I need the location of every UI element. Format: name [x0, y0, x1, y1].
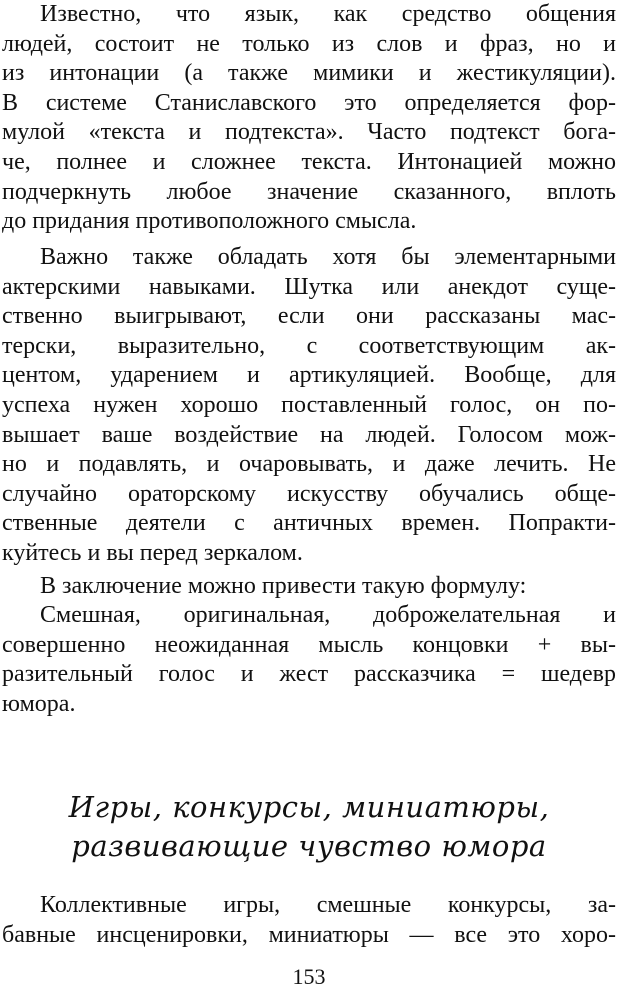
page-number: 153	[292, 964, 326, 989]
heading-line: Игры, конкурсы, миниатюры,	[68, 790, 550, 824]
paragraph-4	[2, 601, 616, 719]
text-line: вышает ваше воздействие на людей. Голосом мож-	[2, 421, 616, 448]
text-line: Смешная, оригинальная, доброжелательная и	[40, 602, 616, 628]
text-line: случайно ораторскому искусству обучались обще-	[2, 480, 616, 507]
text-line: разительный голос и жест рассказчика = шедевр	[2, 661, 616, 688]
book-page	[2, 0, 616, 993]
text-line: мулой «текста и подтекста». Часто подтекст бога-	[2, 119, 616, 146]
text-line: до придания противоположного смысла.	[2, 208, 417, 235]
paragraph-2	[2, 243, 616, 569]
text-line: успеха нужен хорошо поставленный голос, он по-	[2, 391, 616, 418]
text-line: но и подавлять, и очаровывать, и даже лечить. Не	[2, 451, 616, 478]
text-line: В системе Станиславского это определяется фор-	[2, 89, 616, 116]
text-line: людей, состоит не только из слов и фраз, но и	[2, 30, 616, 57]
text-line: актерскими навыками. Шутка или анекдот суще-	[2, 273, 616, 300]
paragraph-1	[2, 0, 616, 237]
text-line: Важно также обладать хотя бы элементарными	[40, 244, 616, 270]
paragraph-5	[2, 891, 616, 950]
text-line: совершенно неожиданная мысль концовки + вы-	[2, 631, 616, 658]
text-line: куйтесь и вы перед зеркалом.	[2, 539, 303, 566]
text-line: бавные инсценировки, миниатюры — все это хоро-	[2, 921, 616, 948]
paragraph-3	[2, 572, 616, 602]
heading-line: развивающие чувство юмора	[71, 829, 547, 863]
text-line: Коллективные игры, смешные конкурсы, за-	[40, 892, 616, 918]
text-line: В заключение можно привести такую формулу:	[40, 573, 527, 599]
text-line: че, полнее и сложнее текста. Интонацией можно	[2, 148, 616, 175]
text-line: центом, ударением и артикуляцией. Вообще, для	[2, 362, 616, 389]
section-heading	[2, 788, 616, 866]
text-line: подчеркнуть любое значение сказанного, вплоть	[2, 178, 616, 205]
text-line: Известно, что язык, как средство общения	[40, 1, 616, 27]
text-line: юмора.	[2, 690, 76, 717]
text-line: ственно выигрывают, если они рассказаны мас-	[2, 303, 616, 330]
text-line: ственные деятели с античных времен. Попракти-	[2, 510, 616, 537]
text-line: из интонации (а также мимики и жестикуляции).	[2, 60, 616, 87]
text-line: терски, выразительно, с соответствующим ак-	[2, 332, 616, 359]
